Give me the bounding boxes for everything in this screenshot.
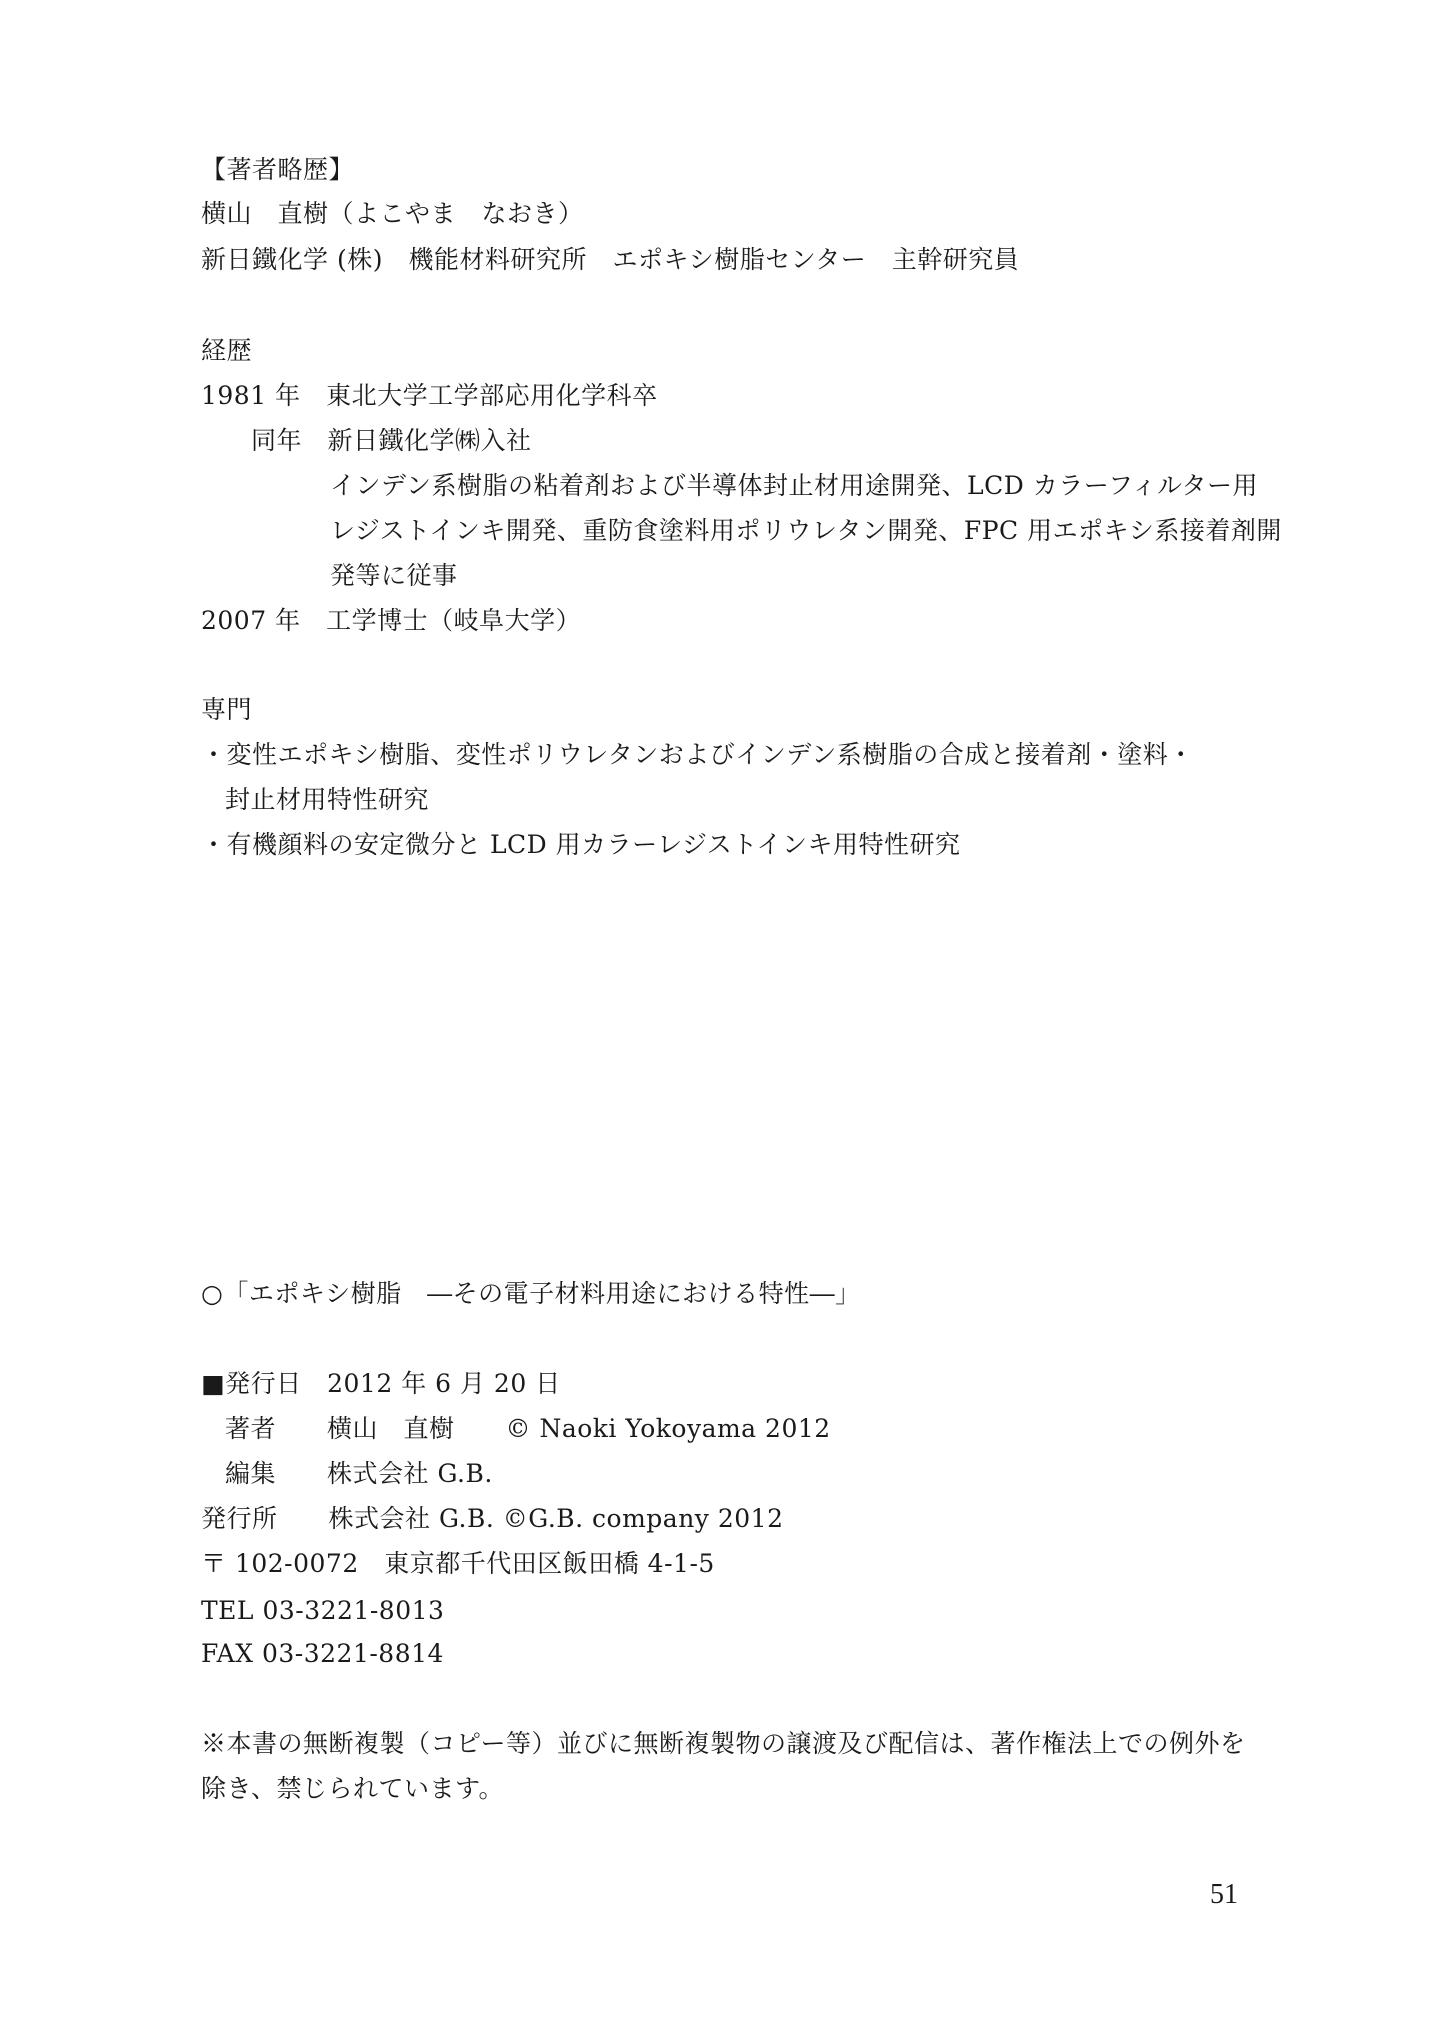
colophon-line: 編集 株式会社 G.B. xyxy=(225,1459,493,1488)
author-affiliation: 新日鐵化学 (株) 機能材料研究所 エポキシ樹脂センター 主幹研究員 xyxy=(201,245,1020,274)
career-heading: 経歴 xyxy=(201,336,253,365)
specialty-line: 封止材用特性研究 xyxy=(225,785,430,814)
book-title: ○「エポキシ樹脂 ―その電子材料用途における特性―」 xyxy=(201,1279,861,1308)
colophon-line: 発行所 株式会社 G.B. ©G.B. company 2012 xyxy=(201,1504,784,1533)
specialty-line: ・変性エポキシ樹脂、変性ポリウレタンおよびインデン系樹脂の合成と接着剤・塗料・ xyxy=(201,740,1194,769)
specialty-heading: 専門 xyxy=(201,695,253,724)
specialty-line: ・有機顔料の安定微分と LCD 用カラーレジストインキ用特性研究 xyxy=(201,830,961,859)
copyright-notice: 除き、禁じられています。 xyxy=(201,1774,505,1803)
career-line: レジストインキ開発、重防食塗料用ポリウレタン開発、FPC 用エポキシ系接着剤開 xyxy=(330,516,1282,545)
career-line: 発等に従事 xyxy=(330,561,458,590)
author-name: 横山 直樹（よこやま なおき） xyxy=(201,199,584,228)
page-number: 51 xyxy=(1210,1879,1238,1910)
colophon-line: 〒 102-0072 東京都千代田区飯田橋 4-1-5 xyxy=(201,1549,715,1578)
career-line: インデン系樹脂の粘着剤および半導体封止材用途開発、LCD カラーフィルター用 xyxy=(330,471,1258,500)
colophon-line: ■発行日 2012 年 6 月 20 日 xyxy=(201,1369,561,1398)
profile-heading: 【著者略歴】 xyxy=(201,155,355,184)
colophon-line: 著者 横山 直樹 © Naoki Yokoyama 2012 xyxy=(225,1414,831,1443)
colophon-line: FAX 03-3221-8814 xyxy=(201,1639,444,1668)
colophon-line: TEL 03-3221-8013 xyxy=(201,1596,445,1625)
career-line: 同年 新日鐵化学㈱入社 xyxy=(251,426,532,455)
career-line: 2007 年 工学博士（岐阜大学） xyxy=(201,606,582,635)
copyright-notice: ※本書の無断複製（コピー等）並びに無断複製物の譲渡及び配信は、著作権法上での例外を xyxy=(201,1729,1246,1758)
career-line: 1981 年 東北大学工学部応用化学科卒 xyxy=(201,381,658,410)
